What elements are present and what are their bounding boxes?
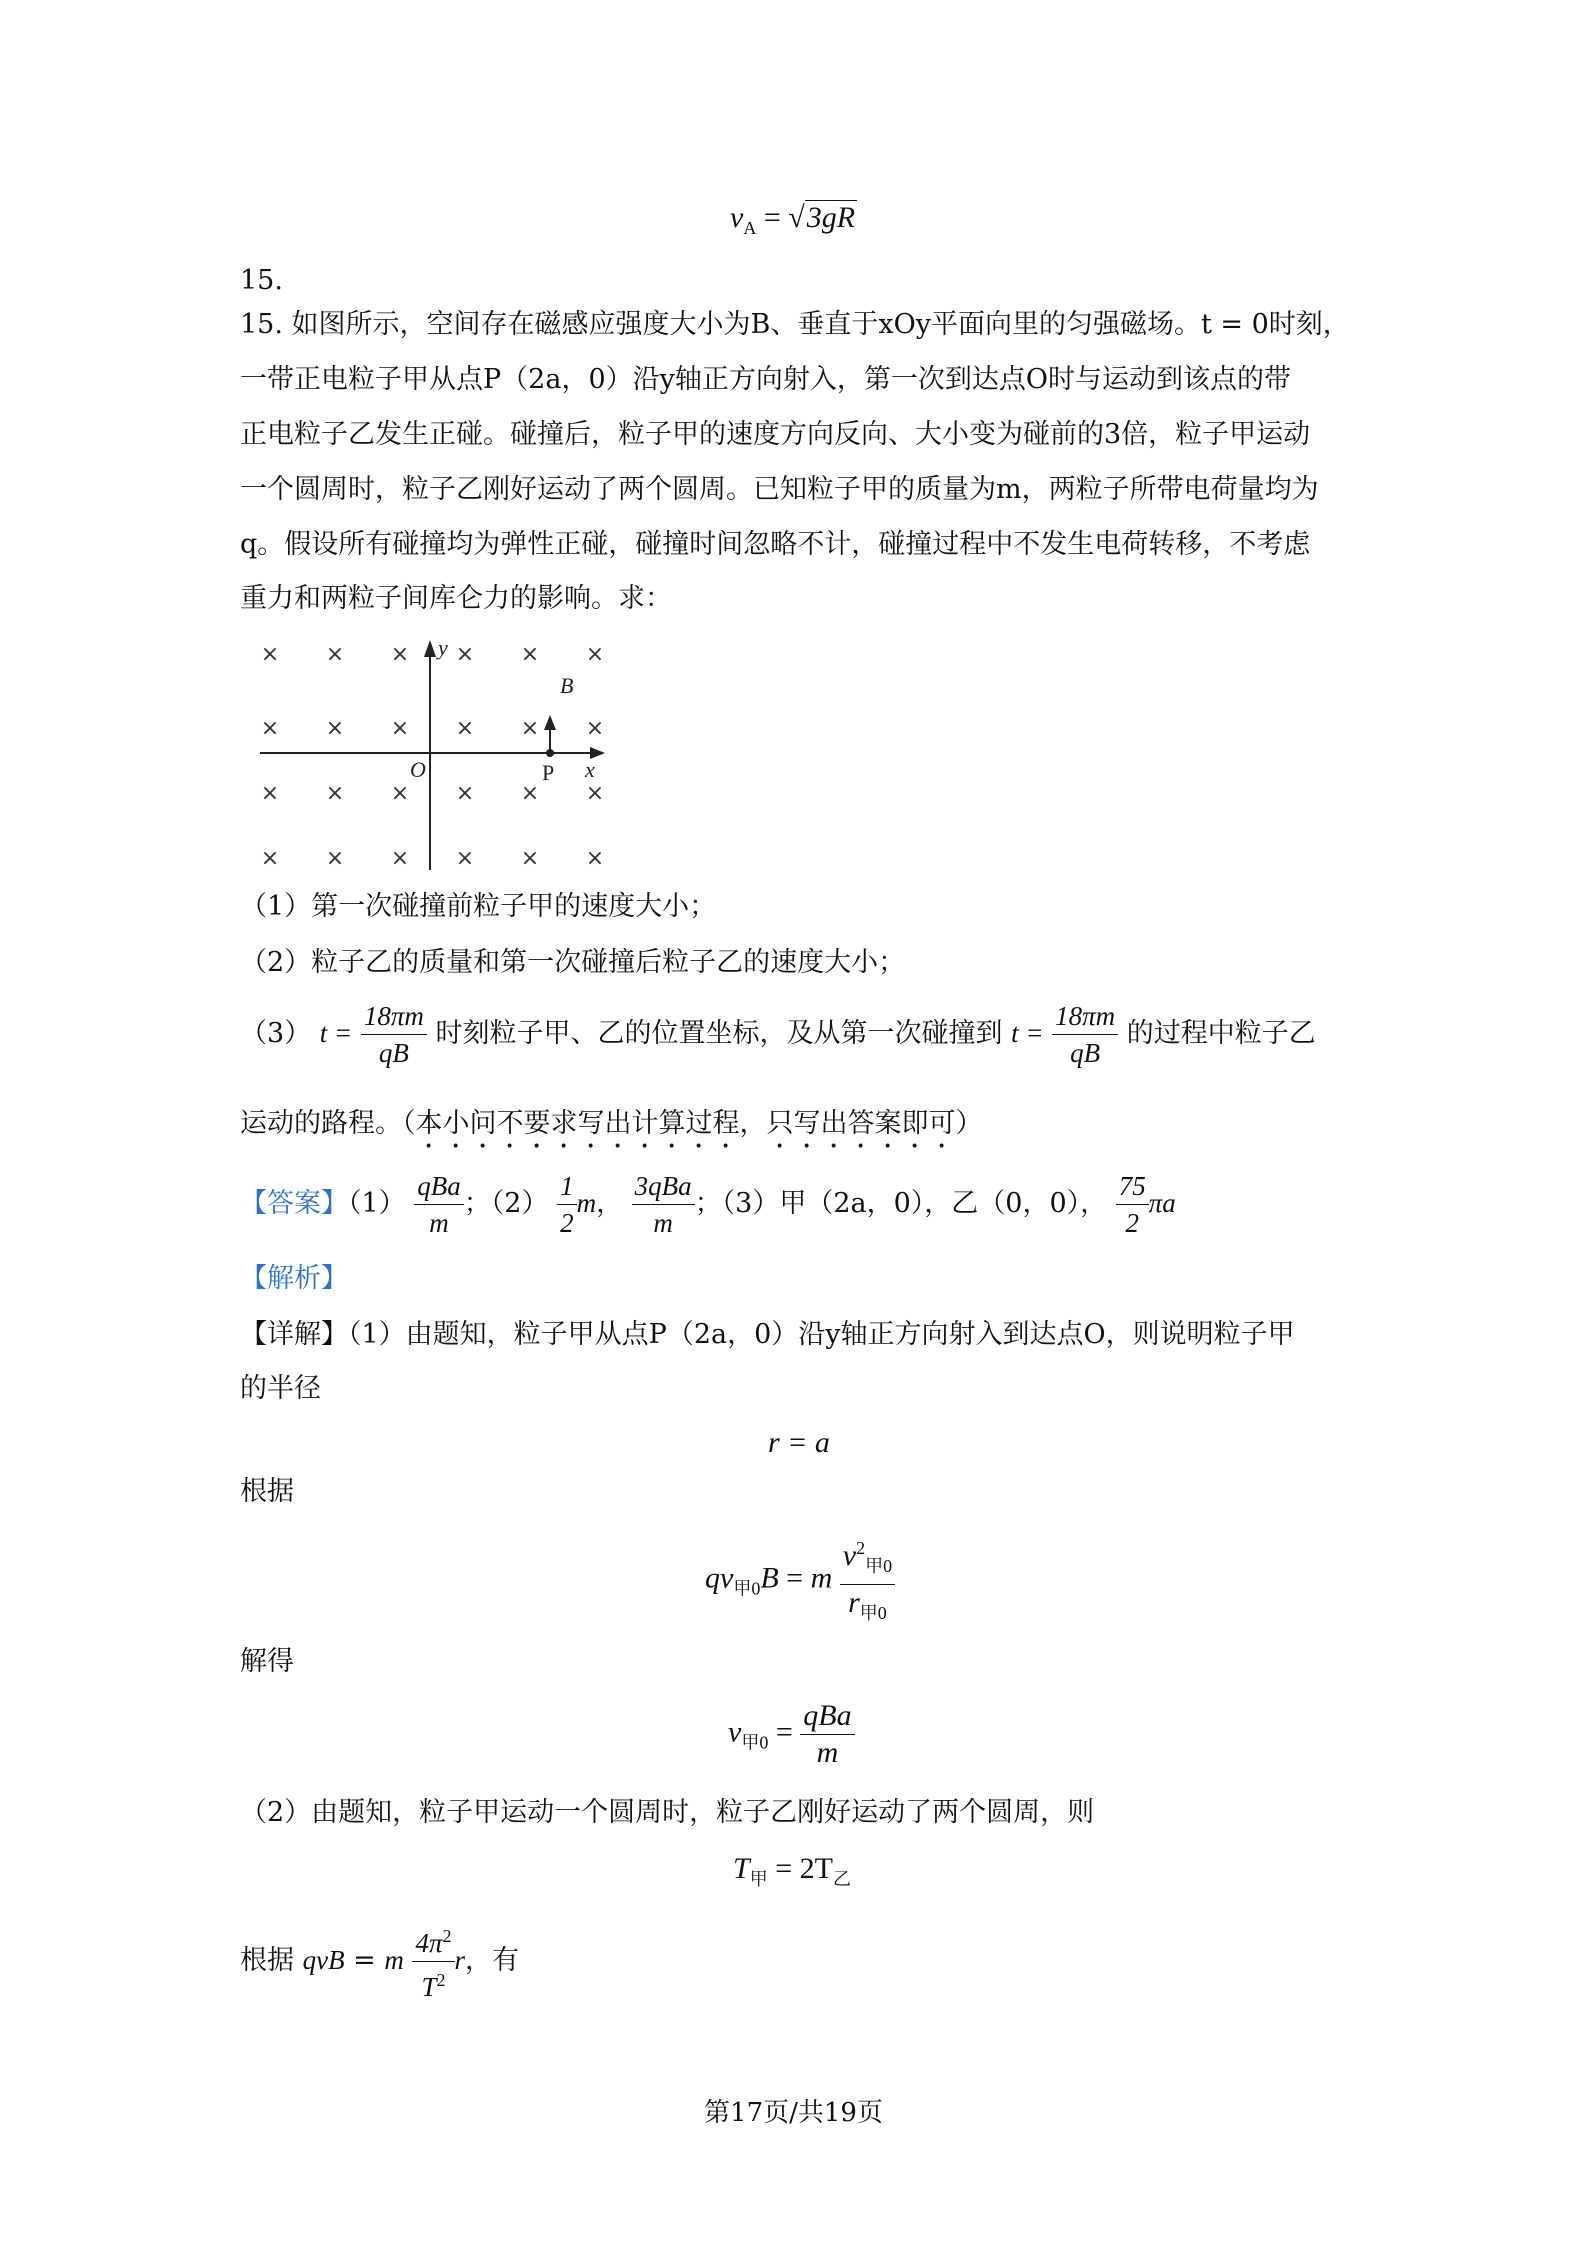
fraction-t-2: $\frac{18\pi m}{qB}$ [1052,1000,1118,1069]
label-o: O [410,757,426,782]
problem-line-3: 正电粒子乙发生正碰。碰撞后，粒子甲的速度方向反向、大小变为碰前的3倍，粒子甲运动 [240,419,1311,450]
detail-line-2: 的半径 [240,1373,321,1404]
problem-line-2: 一带正电粒子甲从点P（2a，0）沿y轴正方向射入，第一次到达点O时与运动到该点的带 [240,364,1292,395]
field-mark: × [260,781,280,806]
label-x: x [585,757,595,782]
field-mark: × [455,781,475,806]
answer-fraction-3: $\frac{\text{3qBa}}{m}$ [632,1170,695,1239]
analysis-label: 【解析】 [240,1263,348,1294]
point-p [546,749,554,757]
field-mark: × [390,781,410,806]
answer: 【答案】（1） $\frac{\text{qBa}}{m}$ ；（2） $\frac{1}{2}$ m， $\frac{\text{3qBa}}{m}$ ；（3）甲（2a，0），乙（0，0）， $\frac{75}{2}$ πa [240,1171,1176,1238]
field-mark: × [520,781,540,806]
field-mark: × [260,642,280,667]
field-mark: × [455,846,475,871]
field-mark: × [260,716,280,741]
equation-velocity: $v_{甲0}$ = $\frac{\text{qBa}}{m}$ [728,1700,855,1769]
velocity-arrowhead [544,715,556,730]
equation-r: r = a [768,1426,830,1459]
y-axis-arrow [424,640,436,657]
problem-line-6: 重力和两粒子间库仑力的影响。求： [240,583,672,614]
field-mark: × [325,846,345,871]
field-mark: × [325,781,345,806]
field-mark: × [585,846,605,871]
field-mark: × [520,846,540,871]
field-mark: × [390,716,410,741]
page-footer: 第17页/共19页 [704,2098,883,2128]
question-2: （2）粒子乙的质量和第一次碰撞后粒子乙的速度大小； [240,947,906,978]
field-mark: × [260,846,280,871]
field-mark: × [390,846,410,871]
field-mark: × [585,781,605,806]
detail-last: 根据 qvB = m $\frac{4\pi^2}{T^2}$ r，有 [240,1920,519,2003]
detail-line-3: （2）由题知，粒子甲运动一个圆周时，粒子乙刚好运动了两个圆周，则 [240,1797,1095,1828]
question-3: （3） t = $\frac{18\pi m}{qB}$ 时刻粒子甲、乙的位置坐标，及从第一次碰撞到 t = $\frac{18\pi m}{qB}$ 的过程中粒子乙 [240,1001,1316,1068]
top-equation: $v_A = √3gR$ [730,201,856,238]
problem-line-4: 一个圆周时，粒子乙刚好运动了两个圆周。已知粒子甲的质量为m，两粒子所带电荷量均为 [240,474,1319,505]
field-mark: × [325,642,345,667]
field-mark: × [585,642,605,667]
magnetic-field-figure [250,635,650,875]
section-number: 15. [240,265,283,296]
field-mark: × [390,642,410,667]
answer-fraction-2: $\frac{1}{2}$ [557,1170,577,1239]
field-mark: × [585,716,605,741]
label-y: y [438,635,448,660]
label-p: P [542,760,555,785]
field-mark: × [520,716,540,741]
answer-fraction-1: $\frac{\text{qBa}}{m}$ [414,1170,464,1239]
answer-fraction-4: $\frac{75}{2}$ [1116,1170,1149,1239]
field-mark: × [325,716,345,741]
detail-line-1: 【详解】（1）由题知，粒子甲从点P（2a，0）沿y轴正方向射入到达点O，则说明粒子甲 [240,1319,1295,1350]
answer-label: 【答案】 [240,1188,348,1219]
question-3-line-2: 运动的路程。（本小问不要求写出计算过程，只写出答案即可） [240,1108,983,1139]
field-mark: × [520,642,540,667]
fraction-t: $\frac{18\pi m}{qB}$ [361,1000,427,1069]
problem-line-1: 15. 如图所示，空间存在磁感应强度大小为B、垂直于xOy平面向里的匀强磁场。t = 0时刻， [240,309,1350,340]
detail-genju: 根据 [240,1476,294,1507]
field-marks [261,642,604,871]
field-mark: × [455,716,475,741]
problem-line-5: q。假设所有碰撞均为弹性正碰，碰撞时间忽略不计，碰撞过程中不发生电荷转移，不考虑 [240,529,1311,560]
question-1: （1）第一次碰撞前粒子甲的速度大小； [240,891,717,922]
equation-period: $T_甲 = 2T_乙$ [733,1852,851,1889]
label-b: B [560,673,574,698]
equation-force: $qv_{甲0}B = m$ $\frac{v^2_{甲0}}{r_{甲0}}$ [705,1532,895,1629]
field-mark: × [455,642,475,667]
detail-jiede: 解得 [240,1646,294,1677]
